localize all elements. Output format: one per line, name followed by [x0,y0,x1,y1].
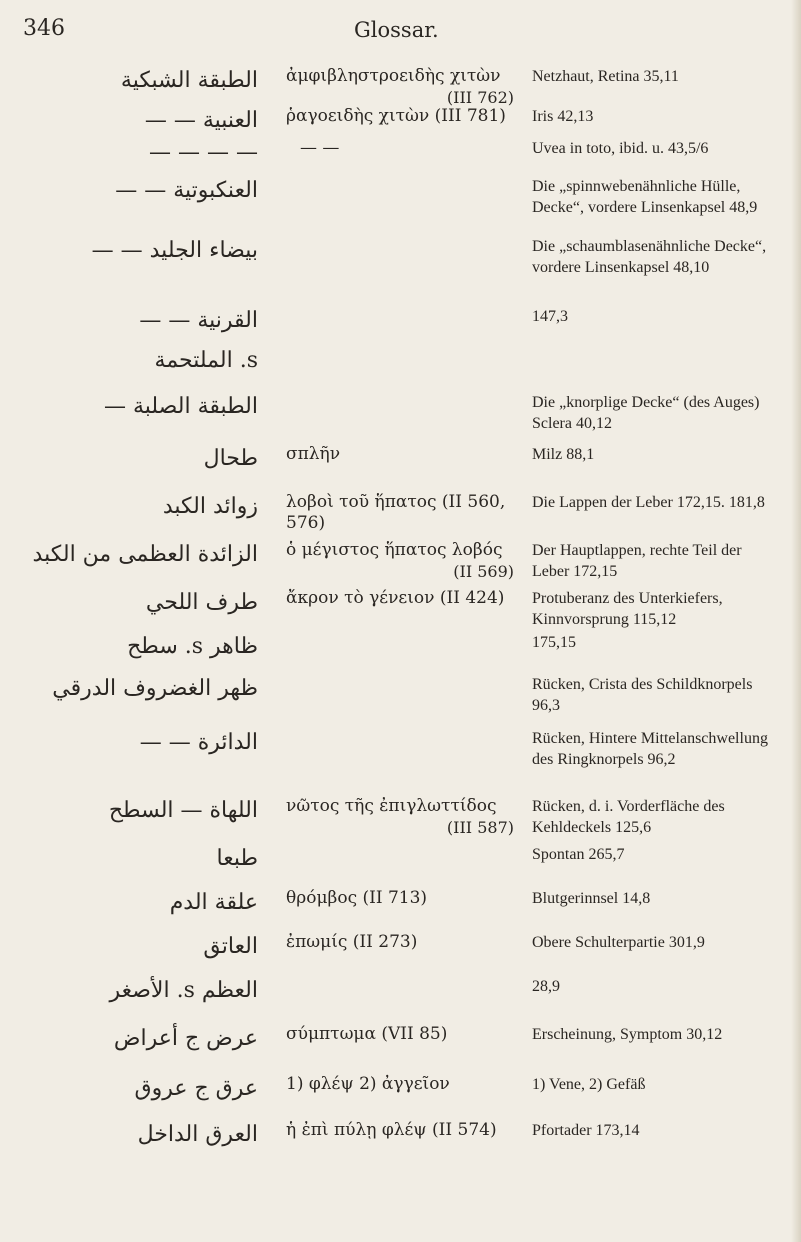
arabic-term: زوائد الكبد [162,494,258,519]
greek-term: ἄκρον τὸ γένειον (II 424) [286,588,505,608]
german-gloss: Rücken, d. i. Vorderfläche des Kehldeckels 125,6 [532,798,725,836]
greek-term: ῥαγοειδὴς χιτὼν (III 781) [286,106,506,126]
arabic-term: الطبقة الصلبة — [103,394,258,419]
german-gloss: Die Lappen der Leber 172,15. 181,8 [532,494,765,511]
greek-term: σύμπτωμα (VII 85) [286,1024,448,1044]
arabic-term: القرنية — — [139,308,258,333]
arabic-term: علقة الدم [169,890,258,915]
greek-term: ἡ ἐπὶ πύλῃ φλέψ (II 574) [286,1120,497,1140]
greek-term: ἀμφιβληστροειδὴς χιτὼν (III 762) [286,66,526,108]
arabic-term: طبعا [216,846,258,871]
german-gloss: Der Hauptlappen, rechte Teil der Leber 172,15 [532,542,742,580]
greek-term: λοβοὶ τοῦ ἥπατος (II 560, 576) [286,492,506,533]
arabic-term: اللهاة — السطح [108,798,258,823]
german-gloss: Iris 42,13 [532,108,594,125]
greek-term: 1) φλέψ 2) ἀγγεῖον [286,1074,450,1094]
german-gloss: Die „schaumblasenähnliche Decke“, vordere Linsenkapsel 48,10 [532,238,767,276]
german-gloss: 147,3 [532,308,568,325]
greek-term: θρόμβος (II 713) [286,888,428,908]
german-gloss: Die „knorplige Decke“ (des Auges) Sclera 40,12 [532,394,760,432]
arabic-term: العظم s. الأصغر [109,978,258,1003]
arabic-term: ظاهر s. سطح [127,634,258,659]
arabic-term: طرف اللحي [145,590,258,615]
arabic-term: الزائدة العظمى من الكبد [32,542,258,567]
greek-term: — — [300,138,340,158]
running-head: Glossar. [354,18,439,42]
german-gloss: Spontan 265,7 [532,846,625,863]
greek-term: ὁ μέγιστος ἥπατος λοβός (II 569) [286,540,526,582]
german-gloss: 1) Vene, 2) Gefäß [532,1076,646,1093]
greek-term: ἐπωμίς (II 273) [286,932,418,952]
arabic-term: العنكبوتية — — [115,178,258,203]
german-gloss: Protuberanz des Unterkiefers, Kinnvorsprung 115,12 [532,590,723,628]
arabic-term: ظهر الغضروف الدرقي [52,676,258,701]
page-number: 346 [23,16,65,41]
german-gloss: Rücken, Hintere Mittelanschwellung des Ringknorpels 96,2 [532,730,768,768]
german-gloss: Netzhaut, Retina 35,11 [532,68,679,85]
german-gloss: Uvea in toto, ibid. u. 43,5/6 [532,140,709,157]
german-gloss: Rücken, Crista des Schildknorpels 96,3 [532,676,753,714]
page-edge [791,0,801,1242]
arabic-term: العنبية — — [144,108,258,133]
arabic-term: بيضاء الجليد — — [91,238,258,263]
arabic-term: عرض ج أعراض [113,1026,258,1051]
arabic-term: الدائرة — — [139,730,258,755]
greek-term: νῶτος τῆς ἐπιγλωττίδος (III 587) [286,796,526,838]
arabic-term: — — — — [149,140,258,165]
german-gloss: Milz 88,1 [532,446,595,463]
arabic-term: الطبقة الشبكية [120,68,258,93]
german-gloss: 28,9 [532,978,560,995]
german-gloss: Blutgerinnsel 14,8 [532,890,651,907]
arabic-term: عرق ج عروق [134,1076,258,1101]
arabic-term: s. الملتحمة [154,348,258,373]
arabic-term: طحال [203,446,258,471]
german-gloss: Pfortader 173,14 [532,1122,640,1139]
arabic-term: العاتق [203,934,258,959]
german-gloss: Obere Schulterpartie 301,9 [532,934,705,951]
greek-reference: (III 587) [446,818,514,837]
german-gloss: Die „spinnwebenähnliche Hülle, Decke“, vordere Linsenkapsel 48,9 [532,178,758,216]
greek-reference: (II 569) [453,562,514,581]
greek-term: σπλῆν [286,444,341,464]
arabic-term: العرق الداخل [137,1122,258,1147]
greek-reference: (III 762) [446,88,514,107]
german-gloss: Erscheinung, Symptom 30,12 [532,1026,723,1043]
german-gloss: 175,15 [532,634,576,651]
